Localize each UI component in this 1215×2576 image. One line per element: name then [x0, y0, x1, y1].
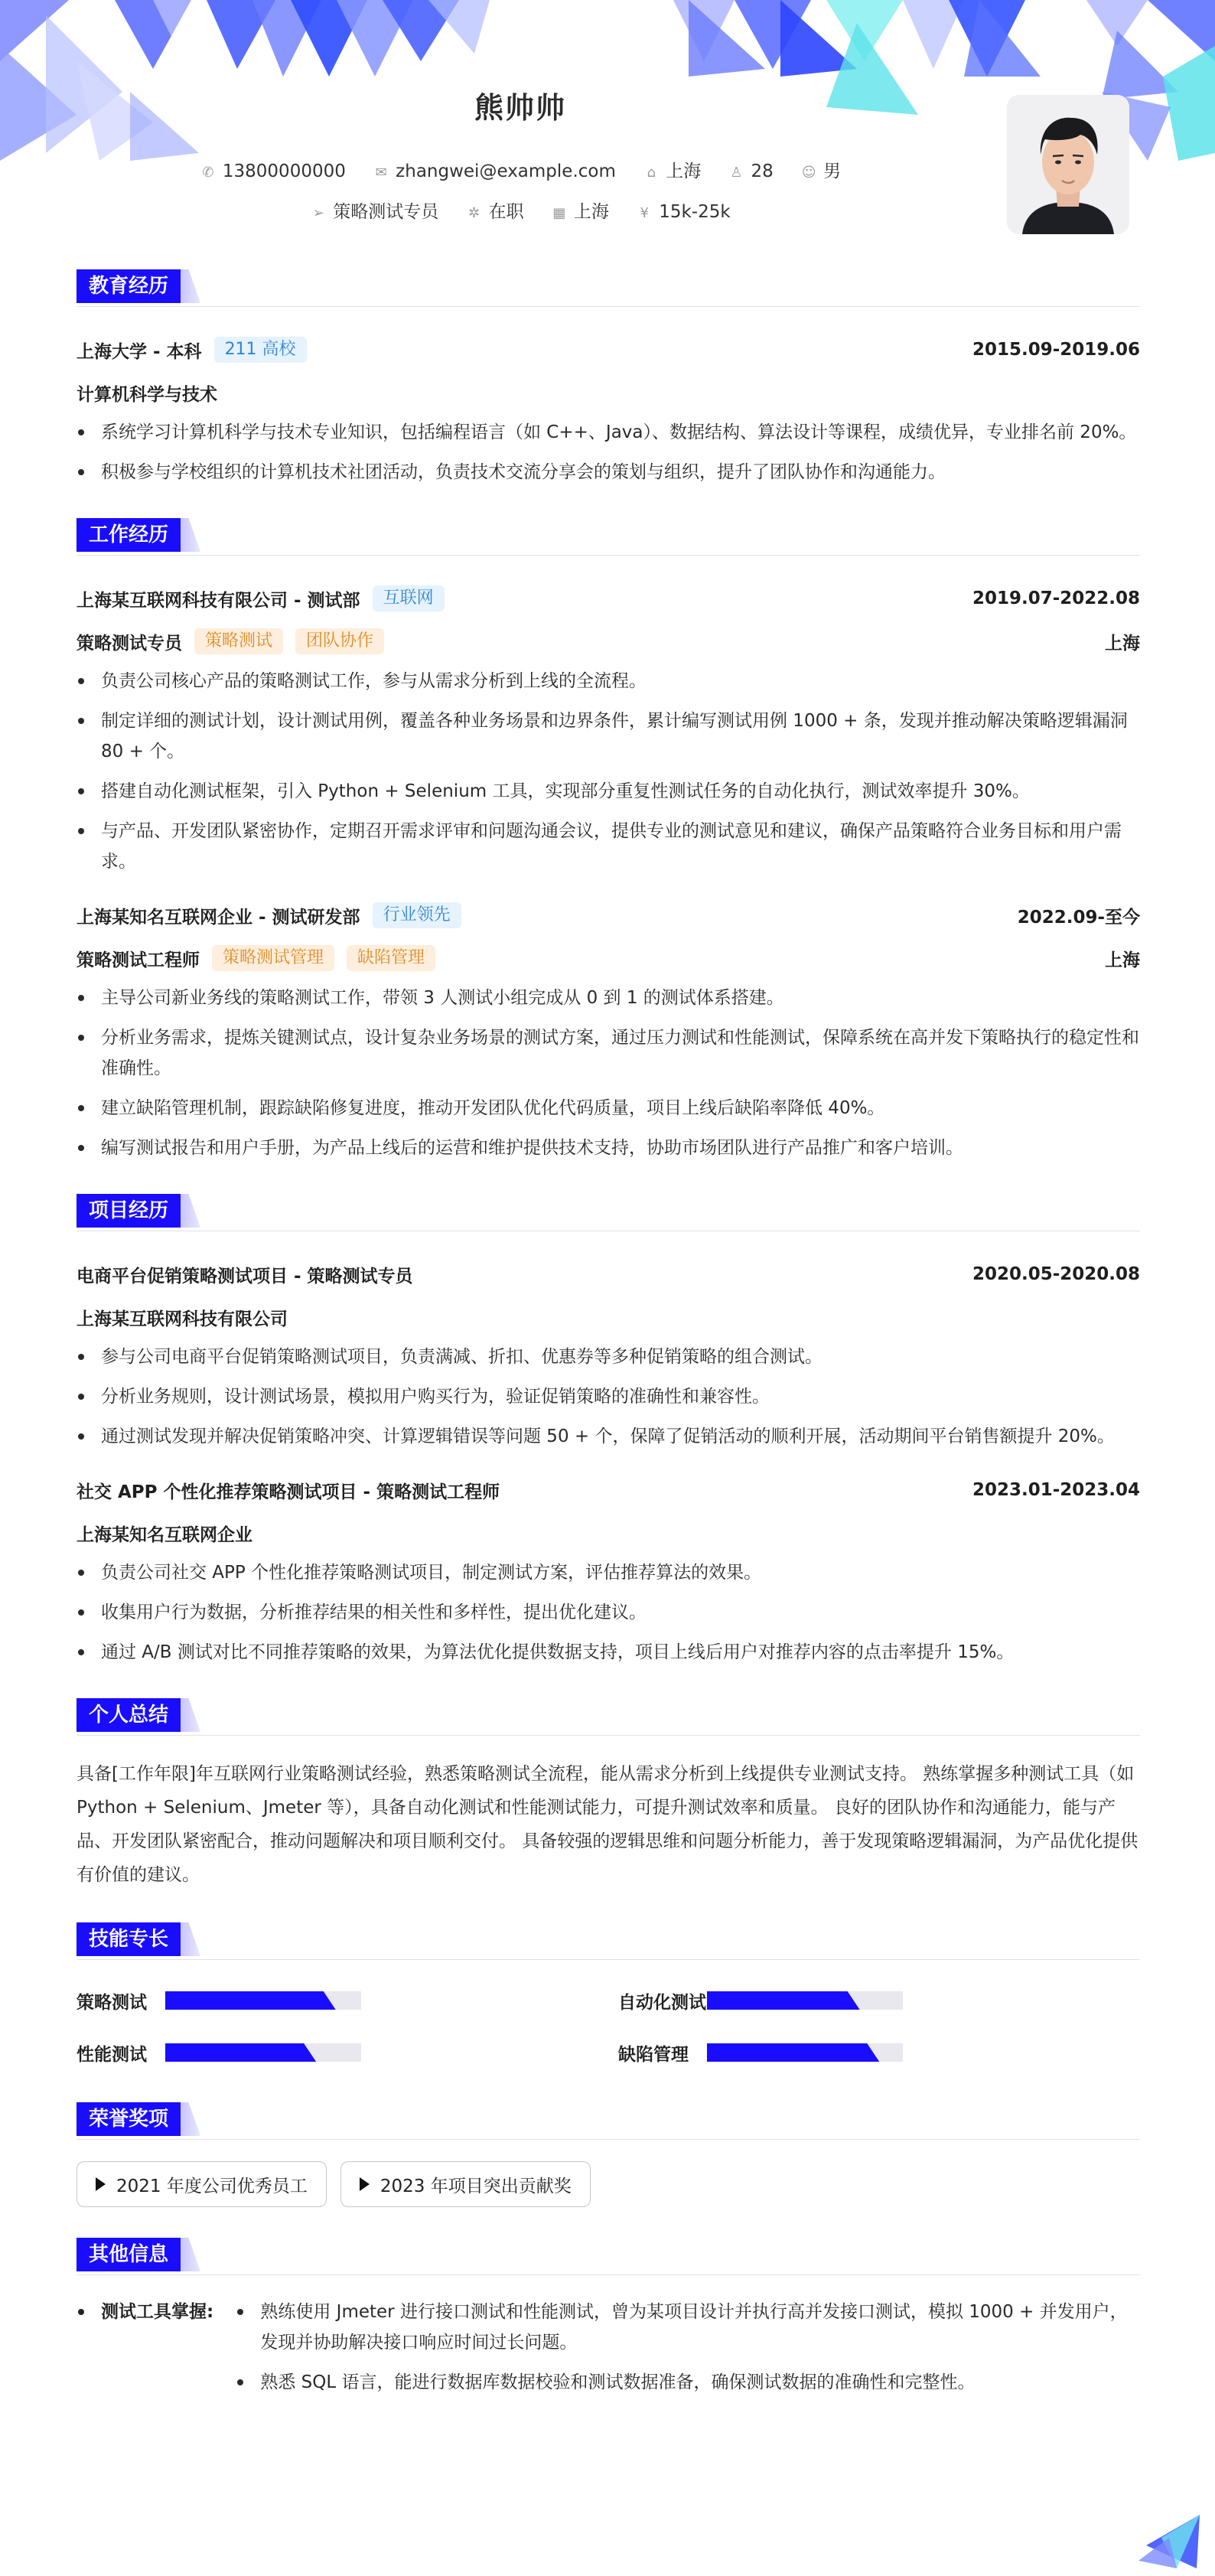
list-item: 制定详细的测试计划，设计测试用例，覆盖各种业务场景和边界条件，累计编写测试用例 1000 + 条，发现并推动解决策略逻辑漏洞 80 + 个。	[101, 706, 1140, 767]
list-item: 系统学习计算机科学与技术专业知识，包括编程语言（如 C++、Java）、数据结构、算法设计等课程，成绩优异，专业排名前 20%。	[101, 417, 1140, 448]
building-icon: ▦	[552, 205, 566, 221]
skill-bar	[707, 2043, 903, 2062]
section-title: 项目经历	[77, 1194, 181, 1228]
list-item: 分析业务需求，提炼关键测试点，设计复杂业务场景的测试方案，通过压力测试和性能测试，保障系统在高并发下策略执行的稳定性和准确性。	[101, 1022, 1140, 1084]
list-item: 积极参与学校组织的计算机技术社团活动，负责技术交流分享会的策划与组织，提升了团队协作和沟通能力。	[101, 457, 1140, 487]
skill-item	[618, 1981, 1077, 2020]
project-entry	[77, 1253, 1140, 1452]
skill-bar-fill	[165, 1991, 336, 2010]
status-icon: ✲	[468, 205, 480, 221]
other-label: 测试工具掌握:	[77, 2297, 240, 2407]
section-header	[77, 1698, 1140, 1736]
skill-bar	[707, 1991, 903, 2010]
awards-list	[77, 2161, 1140, 2207]
list-item: 搭建自动化测试框架，引入 Python + Selenium 工具，实现部分重复性测试任务的自动化执行，测试效率提升 30%。	[101, 776, 1140, 807]
entry-header-row	[77, 577, 1140, 620]
work-city: 上海	[1105, 950, 1140, 970]
list-item: 参与公司电商平台促销策略测试项目，负责满减、折扣、优惠券等多种促销策略的组合测试。	[101, 1342, 1140, 1372]
avatar-illustration	[1007, 95, 1129, 234]
gender-info	[800, 157, 841, 182]
entry-sub-row	[77, 620, 1140, 663]
target-city: 上海	[573, 202, 609, 222]
mail-icon: ✉	[375, 165, 387, 181]
email-info	[373, 161, 616, 181]
email-address: zhangwei@example.com	[396, 161, 616, 181]
work-bullets	[77, 983, 1140, 1163]
skills-section	[77, 1922, 1140, 2072]
skill-item	[618, 2033, 1077, 2072]
project-org: 上海某互联网科技有限公司	[77, 1309, 288, 1329]
role-tag: 策略测试	[194, 628, 283, 654]
phone-icon: ✆	[202, 165, 214, 181]
work-section	[77, 518, 1140, 1163]
section-header	[77, 1194, 1140, 1231]
work-city: 上海	[1105, 633, 1140, 654]
education-date: 2015.09-2019.06	[972, 340, 1140, 360]
role-tag: 策略测试管理	[212, 945, 334, 971]
list-item: 建立缺陷管理机制，跟踪缺陷修复进度，推动开发团队优化代码质量，项目上线后缺陷率降低 40%。	[101, 1093, 1140, 1123]
section-header	[77, 2238, 1140, 2275]
work-entry	[77, 894, 1140, 1163]
send-icon: ➢	[312, 205, 324, 221]
summary-text: 具备[工作年限]年互联网行业策略测试经验，熟悉策略测试全流程，能从需求分析到上线提供专业测试支持。 熟练掌握多种测试工具（如 Python + Selenium、Jmeter 等），具备自动化测试和性能测试能力，可提升测试效率和质量。 良好的团队协作和沟通能力，能与产品、开发团队紧密配合，推动问题解决和项目顺利交付。 具备较强的逻辑思维和问题分析能力，善于发现策略逻辑漏洞，为产品优化提供有价值的建议。	[77, 1764, 1138, 1885]
list-item: 与产品、开发团队紧密协作，定期召开需求评审和问题沟通会议，提供专业的测试意见和建议，确保产品策略符合业务目标和用户需求。	[101, 816, 1140, 877]
company-name: 上海某互联网科技有限公司 - 测试部	[77, 590, 360, 611]
list-item: 熟悉 SQL 语言，能进行数据库数据校验和测试数据准备，确保测试数据的准确性和完整性。	[260, 2367, 1140, 2398]
section-header	[77, 1922, 1140, 1960]
candidate-name: 熊帅帅	[474, 91, 566, 125]
salary-info	[636, 202, 730, 222]
list-item: 编写测试报告和用户手册，为产品上线后的运营和维护提供技术支持，协助市场团队进行产品推广和客户培训。	[101, 1133, 1140, 1163]
company-tag: 行业领先	[373, 902, 461, 928]
project-date: 2023.01-2023.04	[972, 1480, 1140, 1500]
resume-body	[77, 269, 1140, 2437]
entry-sub-row	[77, 1511, 1140, 1554]
job-intent-row	[0, 197, 1041, 223]
skill-bar-fill	[165, 2043, 316, 2062]
role-name: 策略测试工程师	[77, 950, 200, 970]
list-item: 通过 A/B 测试对比不同推荐策略的效果，为算法优化提供数据支持，项目上线后用户对推荐内容的点击率提升 15%。	[101, 1637, 1140, 1668]
work-entry	[77, 577, 1140, 877]
list-item: 收集用户行为数据，分析推荐结果的相关性和多样性，提出优化建议。	[101, 1597, 1140, 1628]
section-title: 技能专长	[77, 1922, 181, 1956]
work-date: 2019.07-2022.08	[972, 589, 1140, 608]
list-item: 熟练使用 Jmeter 进行接口测试和性能测试，曾为某项目设计并执行高并发接口测试，模拟 1000 + 并发用户，发现并协助解决接口响应时间过长问题。	[260, 2297, 1140, 2358]
skill-bar-fill	[707, 1991, 860, 2010]
other-bullets	[240, 2297, 1140, 2407]
job-status-info	[466, 197, 524, 223]
skill-name: 策略测试	[77, 1992, 147, 2013]
skill-item	[77, 1981, 618, 2020]
play-icon	[96, 2177, 106, 2191]
skill-name: 缺陷管理	[618, 2044, 689, 2065]
project-name: 电商平台促销策略测试项目 - 策略测试专员	[77, 1266, 413, 1286]
entry-header-row	[77, 894, 1140, 937]
entry-header-row	[77, 1253, 1140, 1296]
gender-text: 男	[823, 161, 842, 181]
list-item: 通过测试发现并解决促销策略冲突、计算逻辑错误等问题 50 + 个，保障了促销活动的顺利开展，活动期间平台销售额提升 20%。	[101, 1421, 1140, 1452]
award-label: 2021 年度公司优秀员工	[116, 2176, 308, 2196]
section-title: 工作经历	[77, 518, 181, 552]
work-date: 2022.09-至今	[1017, 907, 1140, 928]
company-name: 上海某知名互联网企业 - 测试研发部	[77, 907, 360, 928]
projects-section	[77, 1194, 1140, 1668]
project-name: 社交 APP 个性化推荐策略测试项目 - 策略测试工程师	[77, 1482, 500, 1502]
other-info	[77, 2297, 1140, 2407]
age-text: 28	[751, 161, 774, 181]
target-position-info	[310, 197, 438, 223]
salary-icon: ¥	[640, 205, 649, 221]
entry-header-row	[77, 328, 1140, 371]
skill-name: 性能测试	[77, 2044, 147, 2065]
section-title: 个人总结	[77, 1698, 181, 1732]
section-title: 荣誉奖项	[77, 2102, 181, 2136]
resume-header	[0, 0, 1215, 245]
school-tag: 211 高校	[214, 337, 307, 363]
skill-bar-fill	[707, 2043, 879, 2062]
company-tag: 互联网	[373, 585, 445, 611]
section-title: 教育经历	[77, 269, 181, 303]
skill-bar	[165, 2043, 361, 2062]
role-tag: 缺陷管理	[347, 945, 435, 971]
target-position: 策略测试专员	[333, 202, 439, 222]
skill-name: 自动化测试	[618, 1992, 706, 2013]
salary-range: 15k-25k	[659, 202, 731, 222]
work-bullets	[77, 666, 1140, 877]
award-item	[77, 2161, 327, 2207]
footer-decoration	[1123, 2484, 1215, 2576]
home-icon: ⌂	[647, 165, 656, 181]
gender-icon: ☺	[801, 165, 816, 181]
education-entry	[77, 328, 1140, 487]
school-name: 上海大学 - 本科	[77, 341, 202, 362]
job-status: 在职	[488, 202, 524, 222]
project-org: 上海某知名互联网企业	[77, 1524, 252, 1545]
project-entry	[77, 1469, 1140, 1668]
skill-bar	[165, 1991, 361, 2010]
summary-section	[77, 1698, 1140, 1892]
contact-info-row	[0, 157, 1041, 182]
education-section	[77, 269, 1140, 487]
section-header	[77, 2102, 1140, 2140]
entry-sub-row	[77, 1296, 1140, 1339]
project-bullets	[77, 1557, 1140, 1668]
profile-photo	[1007, 95, 1129, 234]
education-bullets	[77, 417, 1140, 487]
award-label: 2023 年项目突出贡献奖	[379, 2176, 572, 2196]
section-header	[77, 518, 1140, 556]
skills-grid	[77, 1981, 1140, 2072]
list-item: 主导公司新业务线的策略测试工作，带领 3 人测试小组完成从 0 到 1 的测试体系搭建。	[101, 983, 1140, 1013]
phone-info	[200, 161, 346, 181]
play-icon	[360, 2177, 370, 2191]
location-info	[643, 157, 701, 182]
age-icon: ♙	[730, 165, 743, 181]
other-section	[77, 2238, 1140, 2407]
section-title: 其他信息	[77, 2238, 181, 2271]
role-name: 策略测试专员	[77, 633, 182, 654]
target-city-info	[551, 197, 609, 223]
skill-item	[77, 2033, 618, 2072]
project-bullets	[77, 1342, 1140, 1452]
role-tag: 团队协作	[295, 628, 384, 654]
honors-section	[77, 2102, 1140, 2207]
section-header	[77, 269, 1140, 307]
list-item: 负责公司社交 APP 个性化推荐策略测试项目，制定测试方案，评估推荐算法的效果。	[101, 1557, 1140, 1588]
entry-header-row	[77, 1469, 1140, 1511]
list-item: 分析业务规则，设计测试场景，模拟用户购买行为，验证促销策略的准确性和兼容性。	[101, 1381, 1140, 1412]
age-info	[728, 161, 774, 181]
entry-sub-row	[77, 937, 1140, 980]
project-date: 2020.05-2020.08	[972, 1264, 1140, 1284]
major-name: 计算机科学与技术	[77, 384, 217, 405]
award-item	[340, 2161, 591, 2207]
phone-number: 13800000000	[222, 161, 346, 181]
list-item: 负责公司核心产品的策略测试工作，参与从需求分析到上线的全流程。	[101, 666, 1140, 696]
location-text: 上海	[666, 161, 702, 181]
entry-sub-row	[77, 371, 1140, 414]
